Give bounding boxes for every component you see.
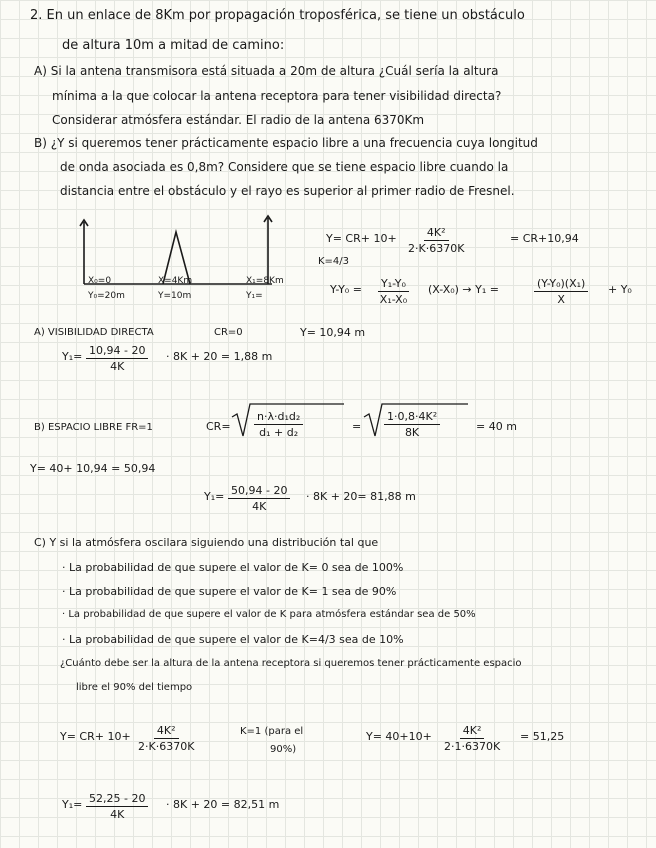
formula-line-middle: (X-X₀) → Y₁ =: [428, 283, 499, 296]
part-b-cr-numerator: n·λ·d₁d₂: [254, 410, 303, 425]
part-c-bullet-2: · La probabilidad de que supere el valor de K= 1 sea de 90%: [62, 585, 397, 598]
formula-line-numerator-2: (Y-Y₀)(X₁): [534, 277, 588, 292]
formula-line-denominator-2: X: [557, 293, 565, 306]
question-b-line-2: de onda asociada es 0,8m? Considere que se tiene espacio libre cuando la: [60, 160, 509, 174]
part-b-cr-denominator-2: 8K: [404, 426, 420, 439]
diagram-label-x-mid: X=4Km: [158, 276, 193, 286]
formula-y-lhs: Y= CR+ 10+: [326, 232, 397, 245]
part-c-k-note-2: 90%): [270, 744, 297, 755]
diagram-label-y1: Y₁=: [246, 291, 263, 301]
part-c-k-note-1: K=1 (para el: [240, 726, 304, 737]
part-b-y1-tail: · 8K + 20= 81,88 m: [306, 490, 416, 503]
part-c-y2-numerator: 4K²: [460, 724, 485, 739]
formula-line-numerator: Y₁-Y₀: [378, 277, 409, 292]
part-b-cr-fraction-2: [384, 410, 440, 439]
problem-statement-line-2: de altura 10m a mitad de camino:: [62, 38, 285, 53]
formula-line-denominator: X₁-X₀: [379, 293, 408, 306]
part-b-y1-numerator: 50,94 - 20: [228, 484, 290, 499]
formula-y-fraction: [408, 226, 464, 255]
part-c-y-numerator: 4K²: [154, 724, 179, 739]
part-b-y1-fraction: [228, 484, 290, 513]
part-b-cr-fraction: [254, 410, 303, 439]
formula-y-numerator: 4K²: [424, 226, 449, 241]
formula-line-fraction: [378, 277, 409, 306]
part-c-y1-fraction: [86, 792, 148, 821]
part-c-bullet-1: · La probabilidad de que supere el valor de K= 0 sea de 100%: [62, 561, 404, 574]
formula-line-lhs: Y-Y₀ =: [330, 283, 362, 296]
part-a-cr: CR=0: [214, 327, 243, 338]
part-b-cr-numerator-2: 1·0,8·4K²: [384, 410, 440, 425]
part-c-y2-denominator: 2·1·6370K: [444, 740, 501, 753]
part-c-y1-numerator: 52,25 - 20: [86, 792, 148, 807]
question-b-line-1: B) ¿Y si queremos tener prácticamente espacio libre a una frecuencia cuya longitud: [34, 136, 538, 150]
part-c-y1-lhs: Y₁=: [62, 798, 83, 811]
part-c-y-lhs: Y= CR+ 10+: [60, 730, 131, 743]
diagram-label-x0: X₀=0: [88, 276, 112, 286]
diagram-label-y-mid: Y=10m: [158, 291, 192, 301]
formula-k-note: K=4/3: [318, 256, 350, 267]
question-a-line-1: A) Si la antena transmisora está situada a 20m de altura ¿Cuál sería la altura: [34, 64, 499, 78]
part-a-y1-tail: · 8K + 20 = 1,88 m: [166, 350, 273, 363]
part-c-y1-tail: · 8K + 20 = 82,51 m: [166, 798, 280, 811]
part-a-y-value: Y= 10,94 m: [300, 326, 366, 339]
part-a-heading: A) VISIBILIDAD DIRECTA: [34, 327, 154, 338]
part-c-y1-denominator: 4K: [110, 808, 125, 821]
part-c-intro: C) Y si la atmósfera oscilara siguiendo una distribución tal que: [34, 536, 379, 549]
part-a-y1-fraction: [86, 344, 148, 373]
formula-line-tail: + Y₀: [608, 283, 632, 296]
question-a-line-2: mínima a la que colocar la antena receptora para tener visibilidad directa?: [52, 89, 502, 103]
part-c-bullet-3: · La probabilidad de que supere el valor de K para atmósfera estándar sea de 50%: [62, 609, 476, 620]
part-c-y2-fraction: [444, 724, 500, 753]
question-b-line-3: distancia entre el obstáculo y el rayo es superior al primer radio de Fresnel.: [60, 184, 515, 198]
part-c-question-line-2: libre el 90% del tiempo: [76, 682, 193, 693]
part-c-y-fraction: [138, 724, 194, 753]
diagram-label-x1: X₁=8Km: [246, 276, 284, 286]
part-b-y-line: Y= 40+ 10,94 = 50,94: [30, 462, 156, 475]
part-c-y2-lhs: Y= 40+10+: [366, 730, 432, 743]
part-c-bullet-4: · La probabilidad de que supere el valor de K=4/3 sea de 10%: [62, 633, 404, 646]
formula-y-result: = CR+10,94: [510, 232, 579, 245]
part-b-cr-lhs: CR=: [206, 420, 231, 433]
part-c-y2-result: = 51,25: [520, 730, 565, 743]
part-a-y1-lhs: Y₁=: [62, 350, 83, 363]
formula-line-fraction-2: [534, 277, 588, 306]
question-a-line-3: Considerar atmósfera estándar. El radio de la antena 6370Km: [52, 113, 425, 127]
part-b-cr-result: = 40 m: [476, 420, 517, 433]
formula-y-denominator: 2·K·6370K: [408, 242, 465, 255]
part-b-y1-lhs: Y₁=: [204, 490, 225, 503]
part-c-question-line-1: ¿Cuánto debe ser la altura de la antena receptora si queremos tener prácticamente espacio: [60, 658, 522, 669]
link-diagram: [80, 216, 272, 284]
part-b-cr-denominator: d₁ + d₂: [259, 426, 299, 439]
part-a-y1-denominator: 4K: [110, 360, 125, 373]
part-b-y1-denominator: 4K: [252, 500, 267, 513]
part-b-cr-equals: =: [352, 420, 362, 433]
part-c-y-denominator: 2·K·6370K: [138, 740, 195, 753]
part-a-y1-numerator: 10,94 - 20: [86, 344, 148, 359]
part-b-heading: B) ESPACIO LIBRE FR=1: [34, 422, 153, 433]
diagram-label-y0: Y₀=20m: [88, 291, 125, 301]
problem-statement-line-1: 2. En un enlace de 8Km por propagación troposférica, se tiene un obstáculo: [30, 8, 525, 23]
